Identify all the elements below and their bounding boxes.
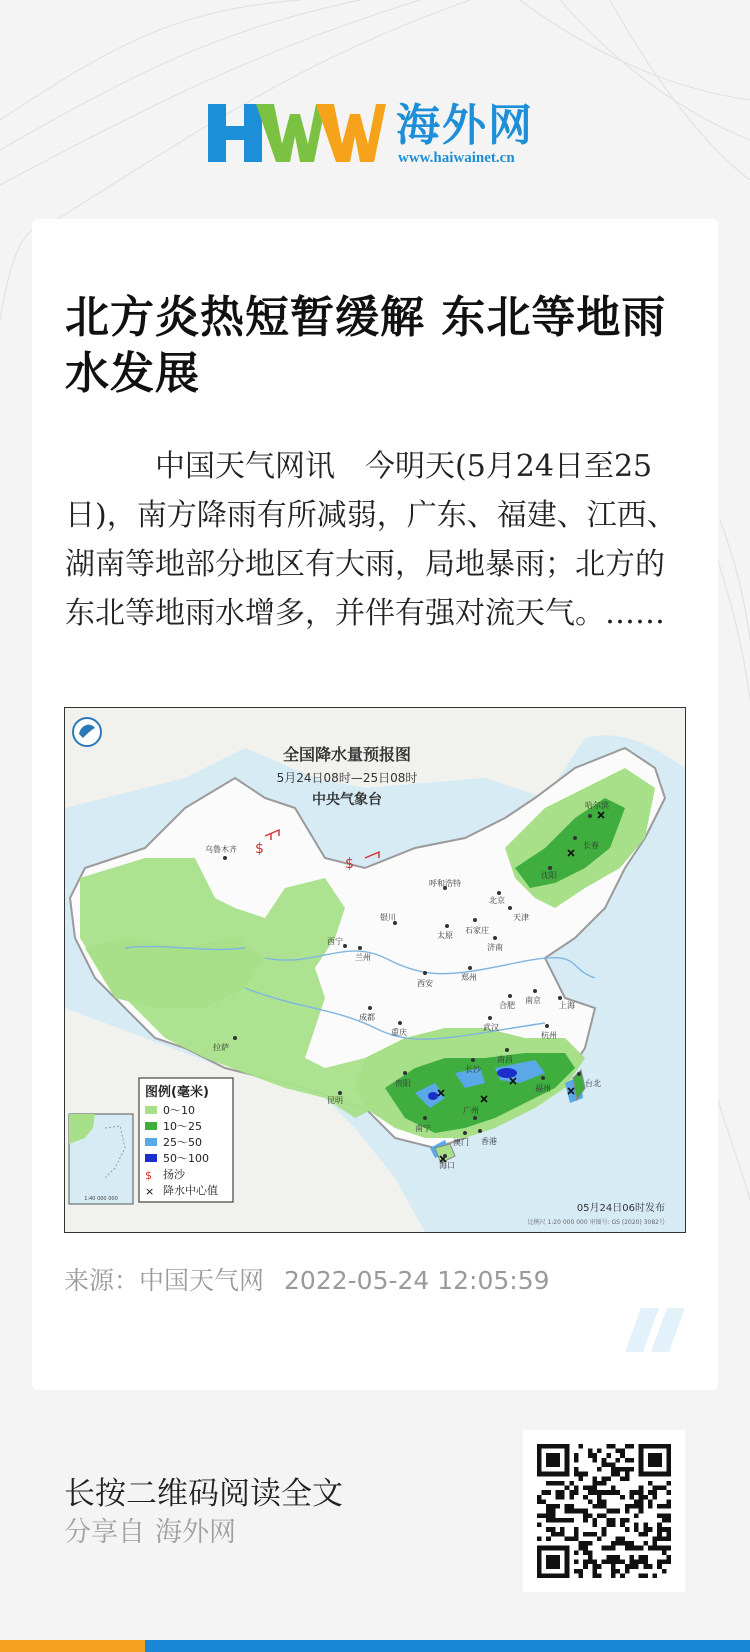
precipitation-forecast-map [64, 707, 686, 1233]
map-period: 5月24日08时—25日08时 [276, 771, 418, 785]
legend-label: 25～50 [163, 1136, 202, 1149]
press-qr-hint: 长按二维码阅读全文 [64, 1476, 343, 1512]
city-label: 郑州 [461, 973, 477, 982]
legend-label: 降水中心值 [163, 1184, 218, 1197]
city-label: 石家庄 [465, 926, 489, 935]
city-label: 昆明 [327, 1096, 343, 1105]
city-label: 太原 [437, 931, 453, 940]
inset-scale: 1:40 000 000 [84, 1196, 118, 1202]
cross-icon: × [145, 1185, 155, 1198]
city-label: 南昌 [497, 1055, 513, 1064]
article-summary: 中国天气网讯 今明天(5月24日至25日)，南方降雨有所减弱，广东、福建、江西、湖南等地部分地区有大雨，局地暴雨；北方的东北等地雨水增多，并伴有强对流天气。…… [65, 449, 677, 631]
map-published: 05月24日06时发布 [576, 1203, 665, 1214]
legend-swatch [145, 1122, 157, 1130]
city-label: 重庆 [391, 1028, 407, 1037]
share-source [64, 1515, 236, 1551]
city-label: 杭州 [541, 1031, 557, 1040]
map-issuer: 中央气象台 [312, 792, 382, 808]
city-label: 哈尔滨 [585, 801, 609, 810]
cma-emblem-icon [73, 718, 101, 746]
legend-label: 扬沙 [163, 1168, 185, 1181]
city-label: 南宁 [415, 1124, 431, 1133]
city-label: 台北 [585, 1079, 601, 1088]
article-title: 北方炎热短暂缓解 东北等地雨水发展 [65, 292, 667, 399]
qr-code[interactable] [523, 1430, 685, 1592]
legend-swatch [145, 1138, 157, 1146]
city-label: 拉萨 [213, 1043, 229, 1052]
map-scale-note: 比例尺 1:20 000 000 审图号: GS (2020) 3082号 [527, 1219, 665, 1226]
city-label: 呼和浩特 [429, 879, 461, 888]
svg-text:$: $ [255, 841, 264, 857]
city-label: 香港 [481, 1137, 497, 1146]
city-label: 澳门 [453, 1138, 469, 1147]
city-label: 合肥 [499, 1001, 515, 1010]
south-china-sea-inset [69, 1114, 133, 1204]
bottom-bar-orange [0, 1640, 145, 1652]
map-legend [139, 1078, 233, 1202]
legend-swatch [145, 1154, 157, 1162]
city-label: 济南 [487, 943, 503, 952]
city-label: 长沙 [465, 1065, 481, 1074]
city-label: 福州 [535, 1084, 551, 1093]
share-site: 海外网 [155, 1517, 236, 1548]
city-label: 天津 [513, 913, 529, 922]
bottom-bar-blue [145, 1640, 750, 1652]
share-prefix: 分享自 [64, 1517, 145, 1548]
qr-code-image [537, 1444, 671, 1578]
map-graphic [65, 708, 685, 1232]
city-label: 长春 [583, 841, 599, 850]
quote-decoration-icon [625, 1308, 685, 1352]
city-label: 武汉 [483, 1023, 499, 1032]
bottom-color-bar [0, 1640, 750, 1652]
site-logo[interactable] [208, 100, 548, 166]
legend-swatch [145, 1106, 157, 1114]
legend-title: 图例(毫米) [145, 1085, 209, 1100]
legend-label: 50～100 [163, 1152, 209, 1165]
source-label: 来源：中国天气网 [64, 1266, 265, 1295]
city-label: 成都 [359, 1013, 375, 1022]
article-source [64, 1265, 550, 1297]
logo-url: www.haiwainet.cn [398, 150, 515, 166]
logo-chinese-name: 海外网 [396, 100, 534, 151]
city-label: 贵阳 [395, 1079, 411, 1088]
hww-logo-mark [208, 100, 388, 166]
legend-label: 10～25 [163, 1120, 202, 1133]
city-label: 西安 [417, 979, 433, 988]
city-label: 上海 [559, 1001, 575, 1010]
sand-icon: $ [145, 1169, 152, 1182]
city-label: 乌鲁木齐 [205, 845, 237, 854]
svg-text:$: $ [345, 856, 354, 872]
city-label: 海口 [439, 1161, 455, 1170]
city-label: 南京 [525, 996, 541, 1005]
legend-label: 0～10 [163, 1104, 195, 1117]
city-label: 西宁 [327, 937, 343, 946]
city-label: 沈阳 [541, 871, 557, 880]
city-label: 广州 [463, 1106, 479, 1115]
map-title: 全国降水量预报图 [282, 745, 412, 764]
city-label: 北京 [489, 896, 505, 905]
city-label: 兰州 [355, 953, 371, 962]
city-label: 银川 [380, 913, 396, 922]
publish-datetime: 2022-05-24 12:05:59 [284, 1266, 550, 1295]
